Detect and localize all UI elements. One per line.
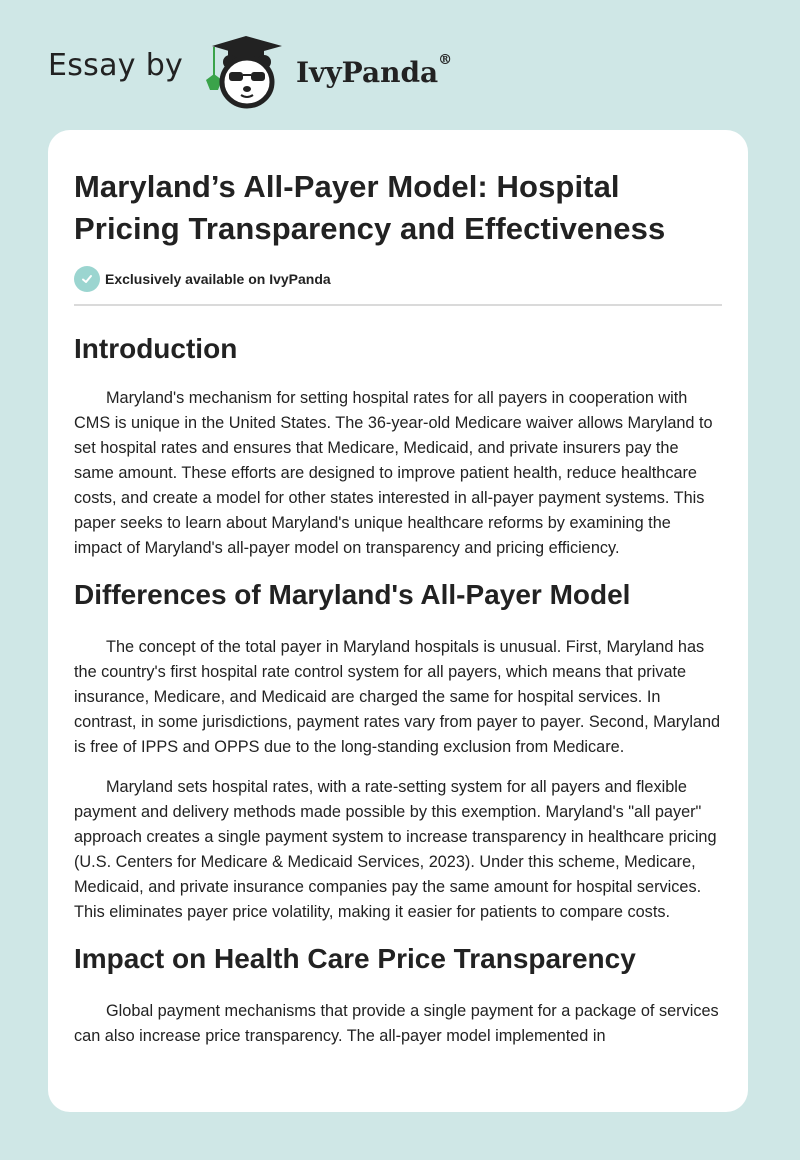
brand-name[interactable]: IvyPanda® bbox=[296, 52, 453, 89]
divider bbox=[74, 304, 722, 306]
section-heading-introduction: Introduction bbox=[74, 333, 238, 364]
paragraph: The concept of the total payer in Maryland hospitals is unusual. First, Maryland has the country's first hospital rate control system for all payers, which means that private insurance, Medicare, and Medicaid are charged the same for hospital services. In contrast, in some jurisdictions, payment rates vary from payer to payer. Second, Maryland is free of IPPS and OPPS due to the long-standing exclusion from Medicare. bbox=[74, 638, 721, 756]
section-heading-differences: Differences of Maryland's All-Payer Model bbox=[74, 579, 631, 610]
paragraph: Maryland sets hospital rates, with a rate-setting system for all payers and flexible payment and delivery methods made possible by this exemption. Maryland's "all payer" approach creates a single payment system to increase transparency in healthcare pricing (U.S. Centers for Medicare & Medicaid Services, 2023). Under this scheme, Medicare, Medicaid, and private insurance companies pay the same amount for hospital services. This eliminates payer price volatility, making it easier for patients to compare costs. bbox=[74, 778, 717, 921]
exclusive-label: Exclusively available on IvyPanda bbox=[105, 271, 331, 287]
section-heading-impact: Impact on Health Care Price Transparency bbox=[74, 943, 636, 974]
check-icon bbox=[74, 266, 100, 292]
exclusive-badge bbox=[74, 266, 722, 292]
paragraph: Maryland's mechanism for setting hospital rates for all payers in cooperation with CMS is unique in the United States. The 36-year-old Medicare waiver allows Maryland to set hospital rates and ensures that Medicare, Medicaid, and private insurers pay the same amount. These efforts are designed to improve patient health, reduce healthcare costs, and create a model for other states interested in all-payer payment systems. This paper seeks to learn about Maryland's unique healthcare reforms by examining the impact of Maryland's all-payer model on transparency and pricing efficiency. bbox=[74, 389, 713, 557]
page-title: Maryland’s All-Payer Model: Hospital Pricing Transparency and Effectiveness bbox=[74, 169, 666, 246]
essay-card bbox=[48, 130, 748, 1112]
site-header bbox=[0, 0, 800, 130]
panda-graduate-logo-icon[interactable] bbox=[200, 34, 292, 110]
essay-by-label: Essay by bbox=[48, 48, 184, 83]
paragraph: Global payment mechanisms that provide a single payment for a package of services can also increase price transparency. The all-payer model implemented in bbox=[74, 1002, 719, 1045]
